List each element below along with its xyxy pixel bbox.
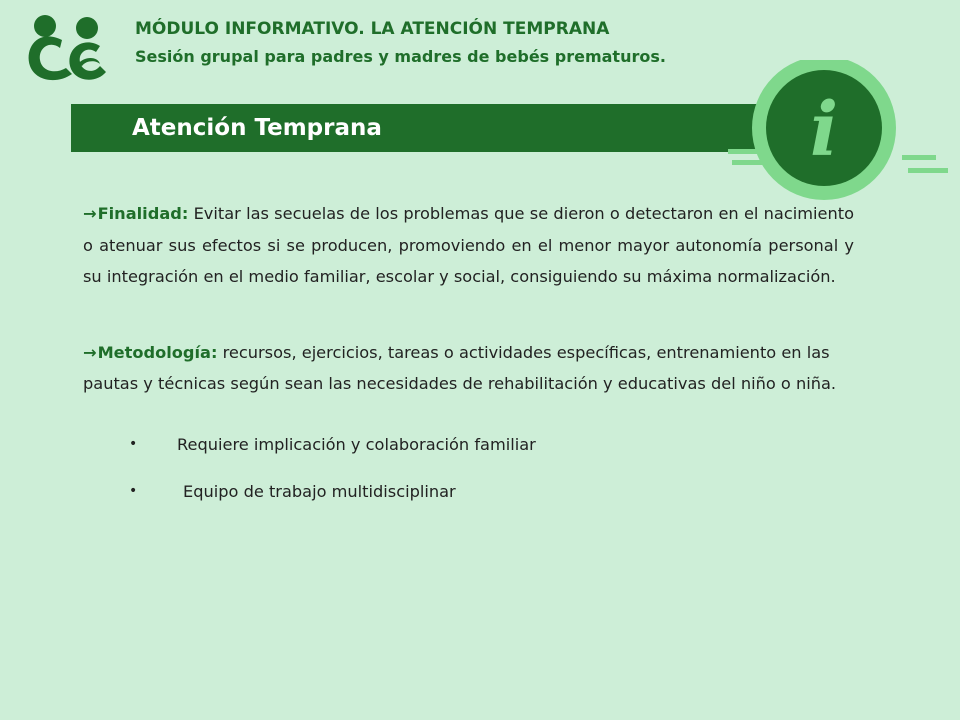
session-subtitle: Sesión grupal para padres y madres de bebés prematuros. xyxy=(135,47,666,66)
finalidad-label: Finalidad: xyxy=(97,204,189,223)
requirements-list xyxy=(83,422,854,516)
info-glyph: i xyxy=(809,87,839,173)
list-item xyxy=(83,469,854,516)
metodologia-text: recursos, ejercicios, tareas o actividades específicas, entrenamiento en las pautas y técnicas según sean las necesidades de rehabilitación y educativas del niño o niña. xyxy=(83,342,837,393)
bullet-icon: • xyxy=(129,436,138,453)
main-content xyxy=(83,198,854,516)
arrow-right-icon: → xyxy=(83,204,97,223)
section-title: Atención Temprana xyxy=(132,115,382,141)
finalidad-text: Evitar las secuelas de los problemas que se dieron o detectaron en el nacimiento o atenuar sus efectos si se producen, promoviendo en el menor mayor autonomía personal y su integración en el medio familiar, escolar y social, consiguiendo su máxima normalización. xyxy=(83,204,854,286)
module-title: MÓDULO INFORMATIVO. LA ATENCIÓN TEMPRANA xyxy=(135,19,610,39)
list-item-text: Equipo de trabajo multidisciplinar xyxy=(183,482,456,502)
finalidad-paragraph xyxy=(83,198,854,293)
metodologia-label: Metodología: xyxy=(97,342,218,362)
arrow-right-icon: → xyxy=(83,342,97,362)
metodologia-paragraph xyxy=(83,337,854,400)
list-item-text: Requiere implicación y colaboración familiar xyxy=(177,435,536,455)
list-item xyxy=(83,422,854,469)
info-icon xyxy=(728,60,952,200)
parents-baby-logo xyxy=(20,8,120,84)
section-title-bar xyxy=(71,104,771,152)
bullet-icon: • xyxy=(129,483,138,500)
